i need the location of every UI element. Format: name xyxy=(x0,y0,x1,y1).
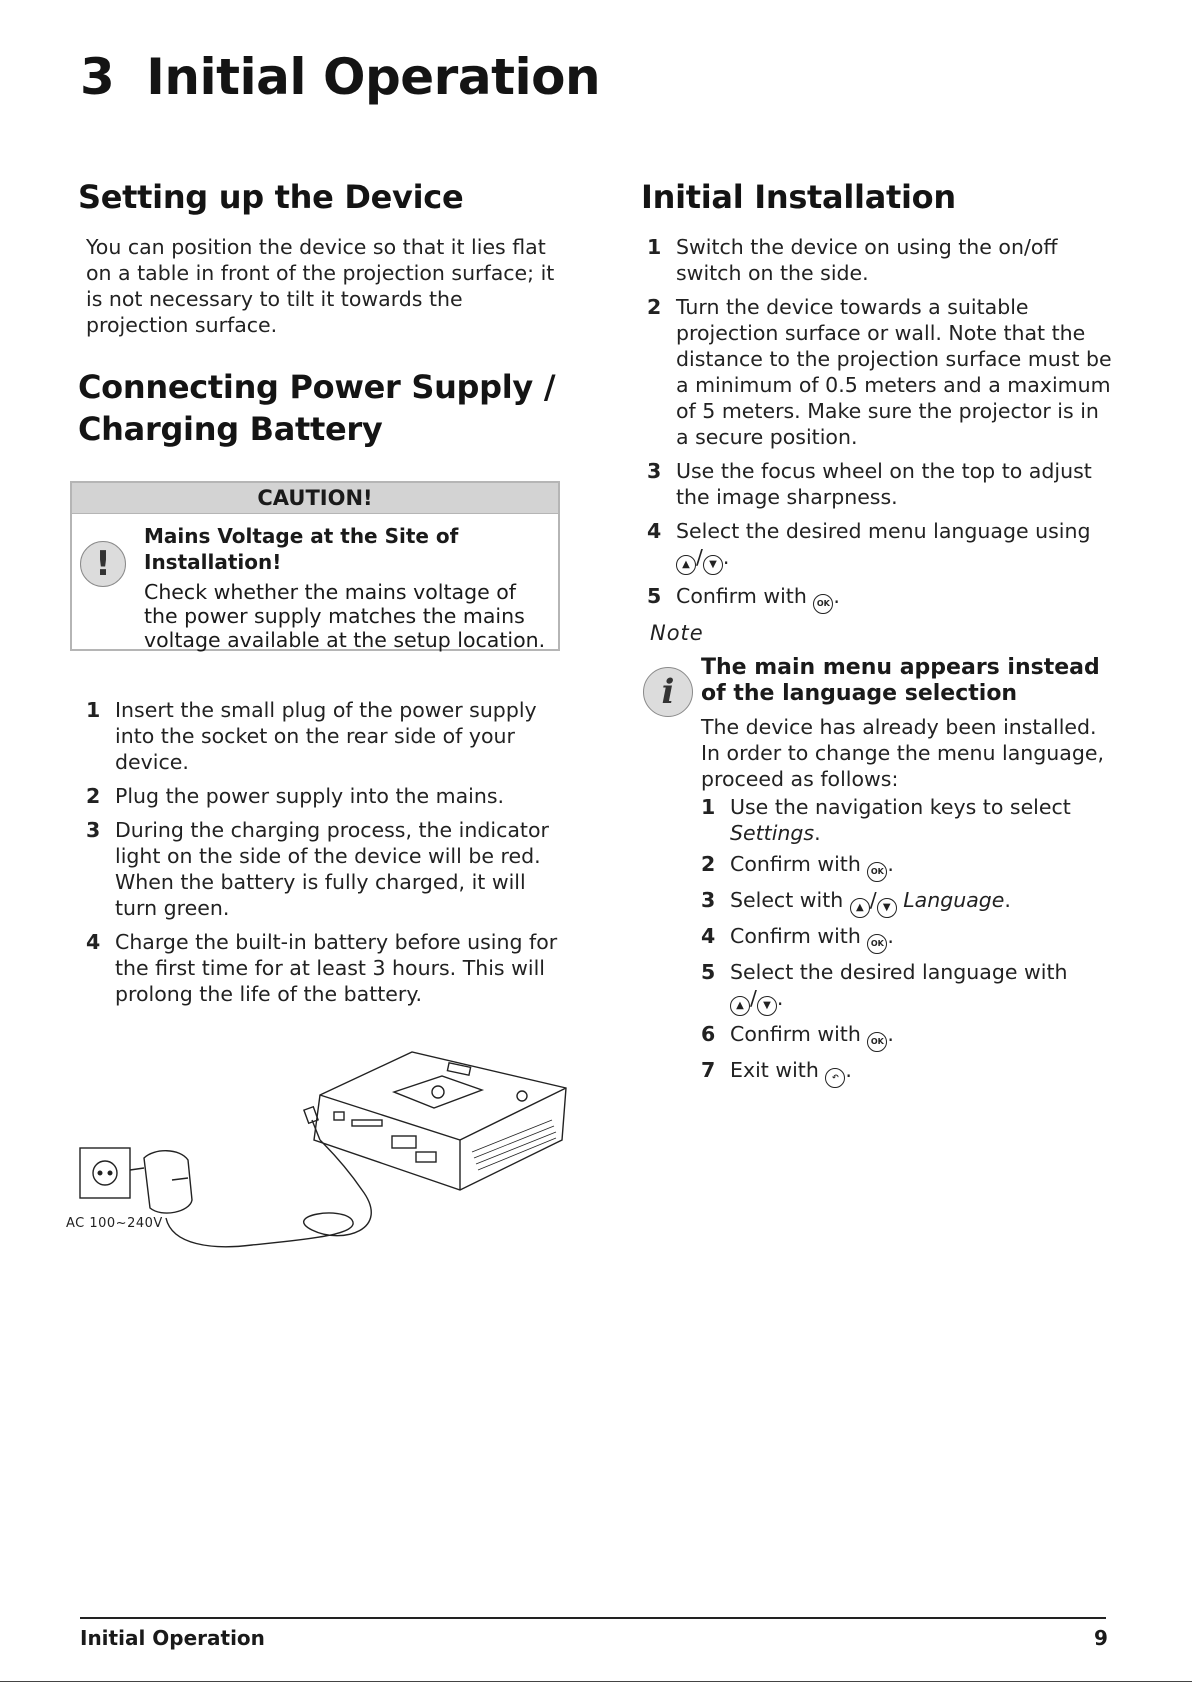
list-item: 7 Exit with ↶ . xyxy=(701,1057,1121,1088)
ok-key-icon: OK xyxy=(867,862,887,882)
ok-key-icon: OK xyxy=(867,934,887,954)
wall-socket xyxy=(80,1148,130,1198)
power-adapter xyxy=(144,1151,192,1213)
list-item: 3 Select with ▲ / ▼ Language. xyxy=(701,887,1121,918)
chapter-title-text: Initial Operation xyxy=(146,48,601,106)
page-number: 9 xyxy=(1094,1626,1108,1650)
up-key-icon: ▲ xyxy=(676,555,696,575)
power-heading-line2: Charging Battery xyxy=(78,410,383,448)
list-item: 3 During the charging process, the indicator light on the side of the device will be red. When the battery is fully charged, it will turn green. xyxy=(86,818,549,920)
down-key-icon: ▼ xyxy=(703,555,723,575)
footer-section-title: Initial Operation xyxy=(80,1626,265,1650)
list-item: 1 Use the navigation keys to select Settings. xyxy=(701,795,1071,845)
list-item: 3 Use the focus wheel on the top to adjust the image sharpness. xyxy=(647,459,1092,509)
info-icon: i xyxy=(643,667,693,717)
chapter-number: 3 xyxy=(80,48,115,106)
chapter-title xyxy=(80,48,600,106)
list-item: 5 Confirm with OK . xyxy=(647,583,1117,614)
setup-heading: Setting up the Device xyxy=(78,178,464,216)
list-item: 1 Switch the device on using the on/off switch on the side. xyxy=(647,235,1058,285)
list-item: 1 Insert the small plug of the power supply into the socket on the rear side of your device. xyxy=(86,698,537,774)
caution-title: Mains Voltage at the Site of Installation! xyxy=(144,524,459,574)
list-item: 4 Select the desired menu language using ▲ / ▼ . xyxy=(647,518,1117,575)
up-key-icon: ▲ xyxy=(850,898,870,918)
voltage-label: AC 100~240V xyxy=(66,1216,163,1231)
power-heading xyxy=(78,366,555,450)
down-key-icon: ▼ xyxy=(757,996,777,1016)
down-key-icon: ▼ xyxy=(877,898,897,918)
setup-paragraph: You can position the device so that it lies flat on a table in front of the projection surface; it is not necessary to tilt it towards the projection surface. xyxy=(86,235,555,337)
ok-key-icon: OK xyxy=(867,1032,887,1052)
list-item: 2 Plug the power supply into the mains. xyxy=(86,784,505,808)
caution-text: Check whether the mains voltage of the power supply matches the mains voltage available at the setup location. xyxy=(144,580,546,652)
list-item: 5 Select the desired language with ▲ / ▼ . xyxy=(701,959,1121,1016)
note-body xyxy=(701,714,1121,1093)
up-key-icon: ▲ xyxy=(730,996,750,1016)
caution-label: CAUTION! xyxy=(72,483,558,514)
exclamation-icon: ! xyxy=(80,541,126,587)
list-item: 2 Confirm with OK . xyxy=(701,851,1121,882)
list-item: 4 Confirm with OK . xyxy=(701,923,1121,954)
power-heading-line1: Connecting Power Supply / xyxy=(78,368,556,406)
ok-key-icon: OK xyxy=(813,594,833,614)
list-item: 4 Charge the built-in battery before using for the first time for at least 3 hours. This will prolong the life of the battery. xyxy=(86,930,558,1006)
list-item: 2 Turn the device towards a suitable projection surface or wall. Note that the distance to the projection surface must be a minimum of 0.5 meters and a maximum of 5 meters. Make sure the projector is in a secure position. xyxy=(647,295,1112,449)
note-text: The device has already been installed. In order to change the menu language, proceed as follows: xyxy=(701,715,1104,791)
installation-heading: Initial Installation xyxy=(641,178,956,216)
caution-box xyxy=(70,481,560,651)
note-label: Note xyxy=(650,621,704,645)
note-steps xyxy=(701,794,1121,1088)
back-key-icon: ↶ xyxy=(825,1068,845,1088)
list-item: 6 Confirm with OK . xyxy=(701,1021,1121,1052)
power-steps xyxy=(86,697,566,1015)
page-edge-rule xyxy=(0,1681,1192,1682)
installation-steps xyxy=(647,234,1117,622)
footer-rule xyxy=(80,1617,1106,1619)
note-title: The main menu appears instead of the language selection xyxy=(701,655,1100,706)
